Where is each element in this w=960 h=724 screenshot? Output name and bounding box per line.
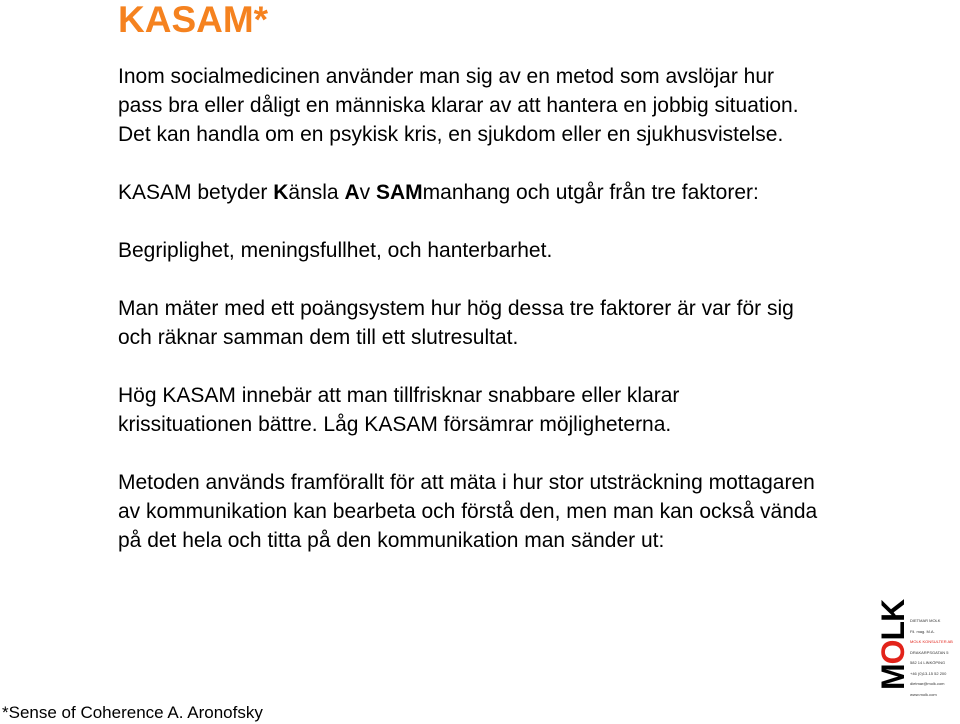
paragraph-high-low: Hög KASAM innebär att man tillfrisknar snabbare eller klarar krissituationen bättre. Låg KASAM försämrar möjligheterna. [118,384,680,436]
definition-text-1: KASAM betyder [118,181,274,204]
molk-business-card [875,572,960,712]
card-line: MOLK KONSULTER AB [910,639,953,644]
page-title: KASAM* [118,0,269,40]
card-line: DIETMAR MOLK [910,618,941,623]
card-line: DRAKARPSGATAN 5 [910,649,949,655]
paragraph-measurement: Man mäter med ett poängsystem hur hög dessa tre faktorer är var för sig och räknar samman dem till ett slutresultat. [118,297,794,349]
card-line: dietmar@molk.com [910,681,945,686]
definition-sam: SAM [375,181,423,204]
logo-letter-m: M [875,664,911,690]
card-line: 582 14 LINKÖPING [910,660,946,665]
card-details [910,616,960,700]
footnote: *Sense of Coherence A. Aronofsky [2,703,263,722]
logo-letter-o: O [875,640,911,665]
paragraph-factors: Begriplighet, meningsfullhet, och hanterbarhet. [118,239,553,262]
paragraph-method: Metoden används framförallt för att mäta i hur stor utsträckning mottagaren av kommunikation kan bearbeta och förstå den, men man kan också vända på det hela och titta på den kommunikation man sänder ut: [118,471,818,552]
paragraph-definition [118,178,808,207]
molk-logo [875,572,911,712]
logo-letters-lk: LK [875,599,911,641]
definition-text-3: v [359,181,376,204]
definition-text-2: änsla [288,181,345,204]
card-line: +46 (0)13-15 52 200 [910,670,947,676]
definition-text-4: manhang och utgår från tre faktorer: [422,181,759,204]
definition-letter-a: A [344,181,360,204]
card-line: www.molk.com [910,691,937,697]
definition-letter-k: K [273,181,289,204]
paragraph-intro: Inom socialmedicinen använder man sig av en metod som avslöjar hur pass bra eller dåligt en människa klarar av att hantera en jobbig situation. Det kan handla om en psykisk kris, en sjukdom eller en sjukhusvistelse. [118,65,799,146]
body-text [118,62,818,584]
card-line: Fil. mag. M.A. [910,628,935,634]
